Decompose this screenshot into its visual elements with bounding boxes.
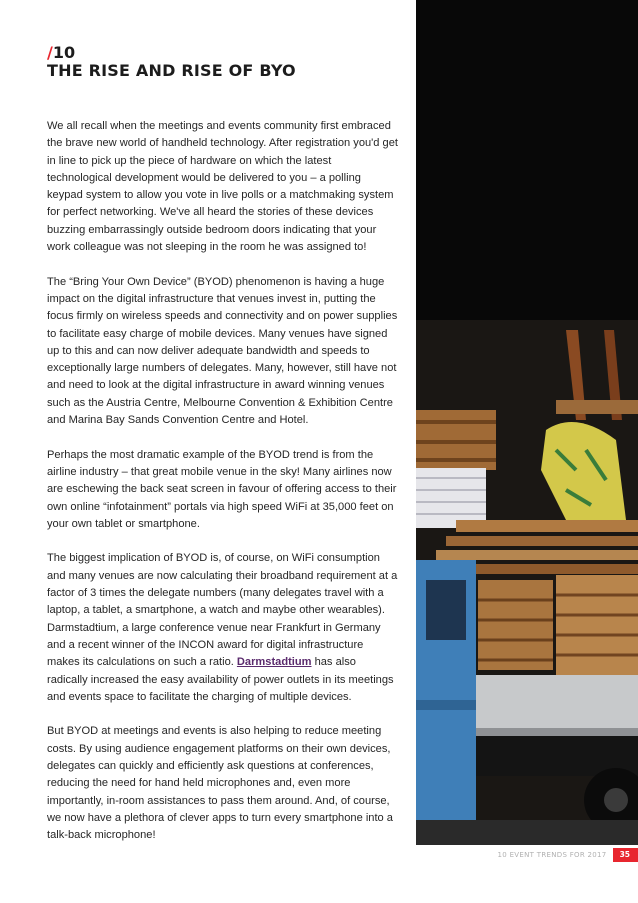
paragraph-5: But BYOD at meetings and events is also helping to reduce meeting costs. By using audience engagement platforms on their own devices, delegates can quickly and efficiently ask questions at conferences, reducing the need for hand held microphones and, even more importantly, in-room assistances to pass them around. And, of course, we now have a plethora of clever apps to turn every smartphone into a talk-back microphone! xyxy=(47,725,393,842)
accent-slash: / xyxy=(47,43,53,62)
darmstadtium-link[interactable]: Darmstadtium xyxy=(236,656,312,669)
paragraph-3: Perhaps the most dramatic example of the BYOD trend is from the airline industry – that great mobile venue in the sky! Many airlines now are eschewing the back seat screen in favour of offering access to their own online “infotainment” portals via high speed WiFi at 35,000 feet on your own tablet or smartphone. xyxy=(47,448,397,530)
page-title: THE RISE AND RISE OF BYO xyxy=(47,61,296,80)
paragraph-4-text-a: The biggest implication of BYOD is, of course, on WiFi consumption and many venues are now calculating their broadband requirement at a factor of 3 times the delegate numbers (many delegates travel with a laptop, a tablet, a smartphone, a watch and maybe other wearables). Darmstadtium, a large conference venue near Frankfurt in Germany and a recent winner of the INCON award for digital infrastructure makes its calculations on such a ratio. xyxy=(47,552,398,669)
article-body xyxy=(47,118,399,862)
truck-photo-illustration xyxy=(416,0,638,845)
section-number-value: 10 xyxy=(52,43,76,62)
paragraph-1: We all recall when the meetings and events community first embraced the brave new world of handheld technology. After registration you'd get in line to pick up the piece of hardware on which the latest technological development would be delivered to you – a polling keypad system to allow you vote in live polls or a matchmaking system for perfect networking. We've all heard the stories of these devices buzzing embarrassingly outside bedroom doors indicating that your work colleague was not sleeping in the room he was assigned to! xyxy=(47,120,398,254)
footer-label: 10 EVENT TRENDS FOR 2017 xyxy=(497,851,607,859)
section-header xyxy=(47,44,296,80)
paragraph-4 xyxy=(47,550,399,706)
page-number: 35 xyxy=(613,848,638,862)
paragraph-2: The “Bring Your Own Device” (BYOD) phenomenon is having a huge impact on the digital infrastructure that venues invest in, putting the focus firmly on wireless speeds and connectivity and on power supplies to facilitate easy charge of mobile devices. Many venues have signed up to this and can now deliver adequate bandwidth and speeds to exceptionally large numbers of delegates. Many, however, still have not and need to look at the digital infrastructure in award winning venues such as the Austria Centre, Melbourne Convention & Exhibition Centre and Marina Bay Sands Convention Centre and Hotel. xyxy=(47,275,398,427)
paragraph-4-text-b: has also radically increased the easy availability of power outlets in its meetings and events space to facilitate the charging of multiple devices. xyxy=(47,656,394,703)
page-footer xyxy=(498,848,638,862)
truck-photo xyxy=(416,0,638,845)
section-number xyxy=(47,44,296,62)
